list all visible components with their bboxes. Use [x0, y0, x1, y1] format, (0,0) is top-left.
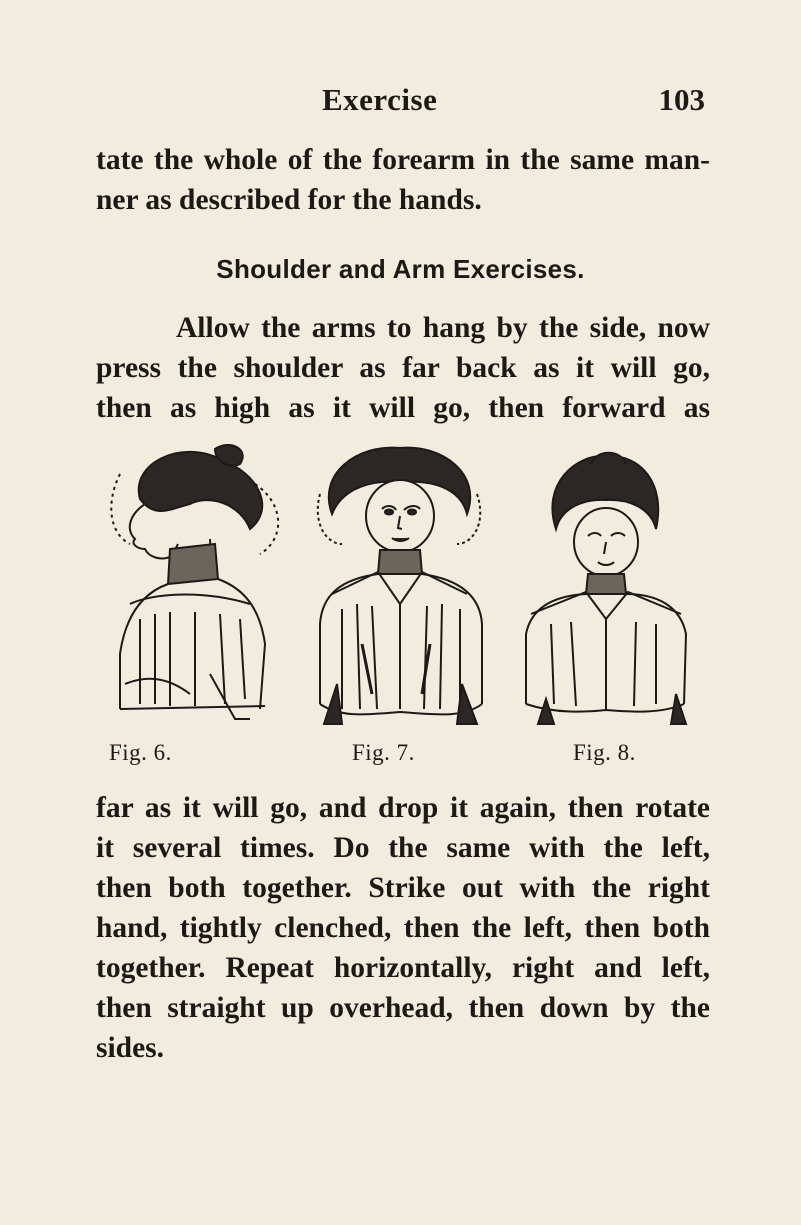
page-number: 103	[658, 82, 705, 117]
figure-7-illustration	[312, 444, 487, 734]
figure-8-caption: Fig. 8.	[573, 740, 636, 765]
paragraph-line: tate the whole of the forearm in the same man-	[96, 144, 710, 176]
figure-6-illustration	[100, 444, 290, 734]
woman-front-tilted-drawing	[516, 444, 691, 734]
running-head-title: Exercise	[322, 82, 438, 117]
paragraph-line: hand, tightly clenched, then the left, then both	[96, 912, 710, 944]
paragraph-line: ner as described for the hands.	[96, 184, 482, 216]
paragraph-line: then as high as it will go, then forward as	[96, 392, 710, 424]
figure-7-caption: Fig. 7.	[352, 740, 415, 765]
section-heading: Shoulder and Arm Exercises.	[216, 254, 585, 284]
woman-front-drawing	[312, 444, 487, 734]
figure-8-illustration	[516, 444, 691, 734]
paragraph-line: together. Repeat horizontally, right and left,	[96, 952, 710, 984]
paragraph-line: Allow the arms to hang by the side, now	[176, 312, 710, 344]
figure-6-caption: Fig. 6.	[109, 740, 172, 765]
woman-profile-drawing	[100, 444, 290, 734]
paragraph-line: then straight up overhead, then down by the	[96, 992, 710, 1024]
paragraph-line: it several times. Do the same with the left,	[96, 832, 710, 864]
running-head	[0, 82, 801, 122]
paragraph-line: then both together. Strike out with the right	[96, 872, 710, 904]
paragraph-line: far as it will go, and drop it again, then rotate	[96, 792, 710, 824]
paragraph-line: sides.	[96, 1032, 165, 1064]
paragraph-line: press the shoulder as far back as it will go,	[96, 352, 710, 384]
